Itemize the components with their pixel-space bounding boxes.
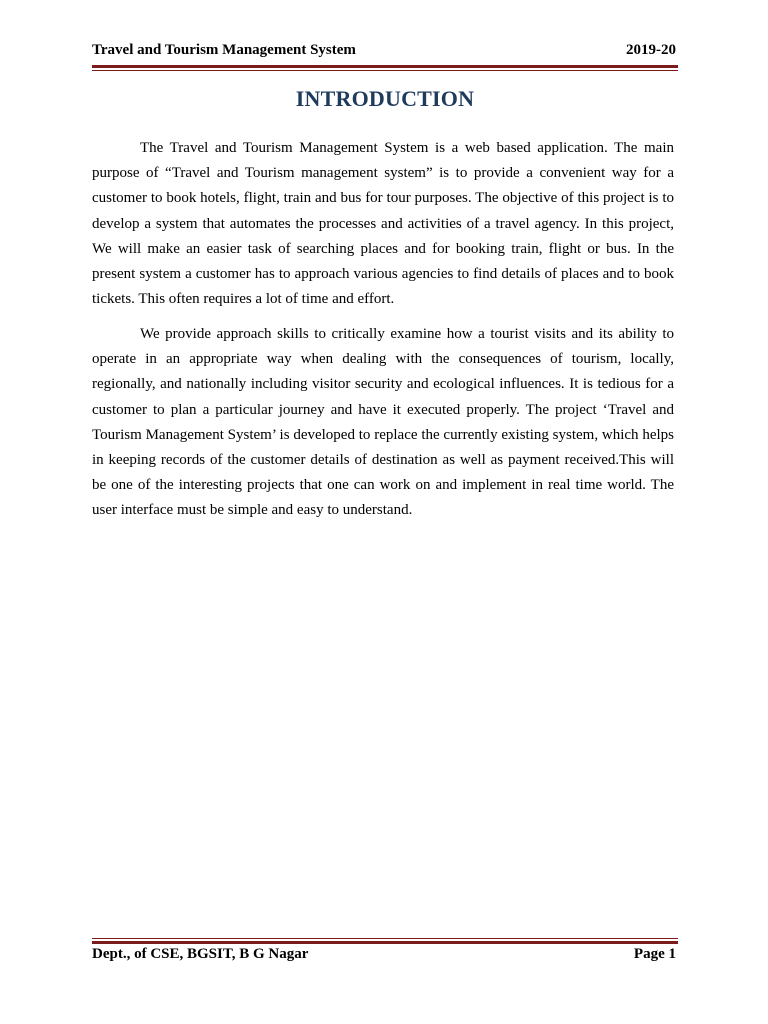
page-footer: [92, 946, 678, 966]
header-rule-thin: [92, 70, 678, 71]
paragraph-2: We provide approach skills to critically examine how a tourist visits and its ability to operate in an appropriate way when dealing with the consequences of tourism, locally, regionally, and nationally including visitor security and ecological influences. It is tedious for a customer to plan a particular journey and have it executed properly. The project ‘Travel and Tourism Management System’ is developed to replace the currently existing system, which helps in keeping records of the customer details of destination as well as payment received.This will be one of the interesting projects that one can work on and implement in real time world. The user interface must be simple and easy to understand.: [92, 326, 674, 519]
paragraph-1: The Travel and Tourism Management System is a web based application. The main purpose of “Travel and Tourism management system” is to provide a convenient way for a customer to book hotels, flight, train and bus for tour purposes. The objective of this project is to develop a system that automates the processes and activities of a travel agency. In this project, We will make an easier task of searching places and for booking train, flight or bus. In the present system a customer has to approach various agencies to find details of places and to book tickets. This often requires a lot of time and effort.: [92, 140, 674, 308]
footer-department: Dept., of CSE, BGSIT, B G Nagar: [92, 946, 309, 962]
page-header: [92, 42, 678, 62]
section-heading: INTRODUCTION: [295, 86, 475, 111]
header-title: Travel and Tourism Management System: [92, 42, 356, 58]
footer-rule-thin: [92, 938, 678, 939]
header-rule-thick: [92, 65, 678, 68]
page-number: Page 1: [633, 946, 676, 962]
footer-rule-thick: [92, 941, 678, 944]
header-year: 2019-20: [626, 42, 676, 58]
